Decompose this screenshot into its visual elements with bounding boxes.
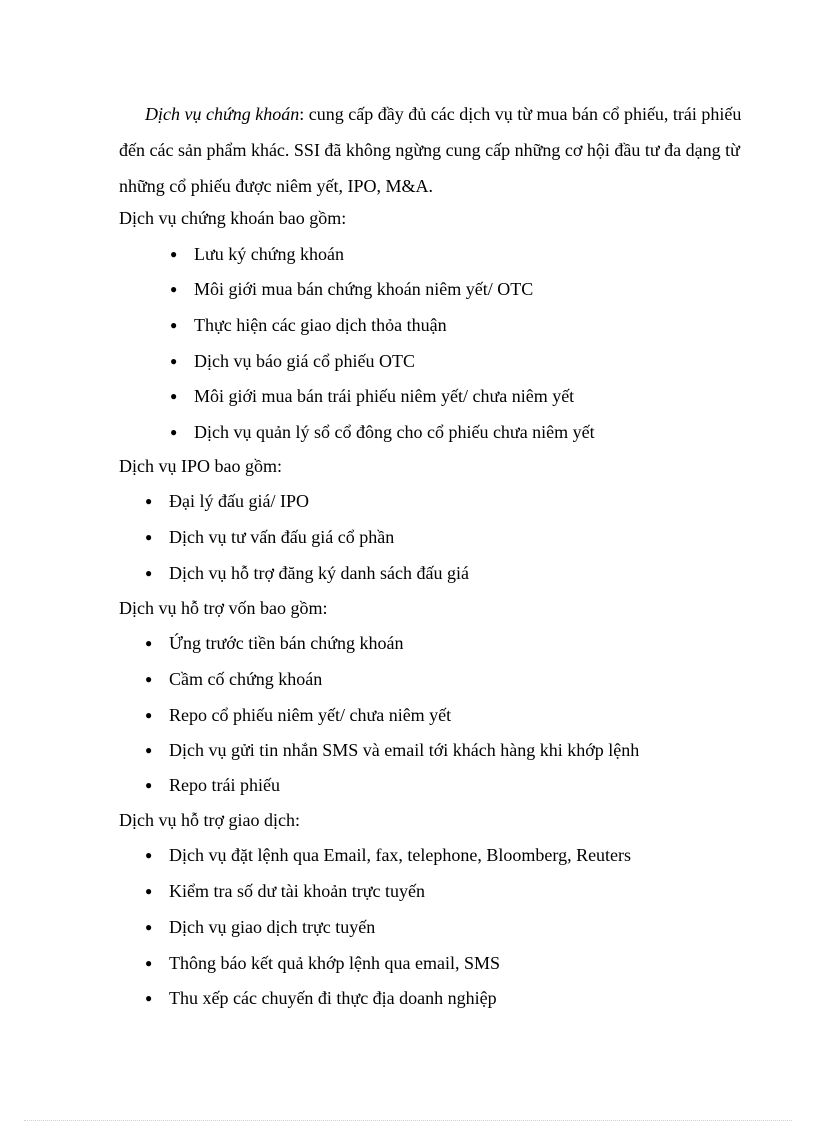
bullet-icon: ●: [145, 743, 153, 757]
bullet-icon: ●: [145, 884, 153, 898]
bullet-icon: ●: [170, 425, 178, 439]
intro-paragraph: [119, 96, 759, 204]
bullet-icon: ●: [170, 318, 178, 332]
bullet-icon: ●: [145, 494, 153, 508]
intro-text: cung cấp đầy đủ các dịch vụ từ mua bán cổ phiếu, trái phiếu đến các sản phẩm khác. SSI đã không ngừng cung cấp những cơ hội đầu tư đa dạng từ những cổ phiếu được niêm yết, IPO, M&A.: [119, 104, 742, 196]
section-heading-ipo: Dịch vụ IPO bao gồm:: [119, 456, 282, 476]
page-bottom-divider: [24, 1120, 792, 1121]
bullet-icon: ●: [145, 991, 153, 1005]
bullet-icon: ●: [145, 530, 153, 544]
bullet-icon: ●: [145, 566, 153, 580]
bullet-icon: ●: [170, 389, 178, 403]
section-heading-securities: Dịch vụ chứng khoán bao gồm:: [119, 208, 347, 228]
section-heading-capital-support: Dịch vụ hỗ trợ vốn bao gồm:: [119, 598, 328, 618]
intro-term: Dịch vụ chứng khoán: [145, 104, 300, 124]
bullet-icon: ●: [145, 956, 153, 970]
bullet-icon: ●: [145, 920, 153, 934]
bullet-icon: ●: [170, 247, 178, 261]
bullet-icon: ●: [170, 282, 178, 296]
document-page: Dịch vụ chứng khoán: cung cấp đầy đủ các dịch vụ từ mua bán cổ phiếu, trái phiếu đến các sản phẩm khác. SSI đã không ngừng cung cấp những cơ hội đầu tư đa dạng từ những cổ phiếu được niêm yết, IPO, M&A. Dịch vụ chứng khoán bao gồm: ● Lưu ký chứng khoán ● Môi giới mua bán chứng khoán niêm yết/ OTC ● Thực hiện các giao dịch thỏa thuận ● Dịch vụ báo giá cổ phiếu OTC ● Môi giới mua bán trái phiếu niêm yết/ chưa niêm yết ● Dịch vụ quản lý sổ cổ đông cho cổ phiếu chưa niêm yết Dịch vụ IPO bao gồm: ● Đại lý đấu giá/ IPO ● Dịch vụ tư vấn đấu giá cổ phần ● Dịch vụ hỗ trợ đăng ký danh sách đấu giá Dịch vụ hỗ trợ vốn bao gồm: ● Ứng trước tiền bán chứng khoán ● Cầm cố chứng khoán ● Repo cổ phiếu niêm yết/ chưa niêm yết ● Dịch vụ gửi tin nhắn SMS và email tới khách hàng khi khớp lệnh ● Repo trái phiếu Dịch vụ hỗ trợ giao dịch: ● Dịch vụ đặt lệnh qua Email, fax, telephone, Bloomberg, Reuters ● Kiểm tra số dư tài khoản trực tuyến ● Dịch vụ giao dịch trực tuyến ● Thông báo kết quả khớp lệnh qua email, SMS ● Thu xếp các chuyến đi thực địa doanh nghiệp: [0, 0, 816, 1123]
bullet-icon: ●: [145, 848, 153, 862]
bullet-icon: ●: [145, 708, 153, 722]
bullet-icon: ●: [145, 672, 153, 686]
bullet-icon: ●: [170, 354, 178, 368]
section-heading-trading-support: Dịch vụ hỗ trợ giao dịch:: [119, 810, 300, 830]
bullet-icon: ●: [145, 778, 153, 792]
bullet-icon: ●: [145, 636, 153, 650]
intro-separator: :: [299, 104, 305, 124]
